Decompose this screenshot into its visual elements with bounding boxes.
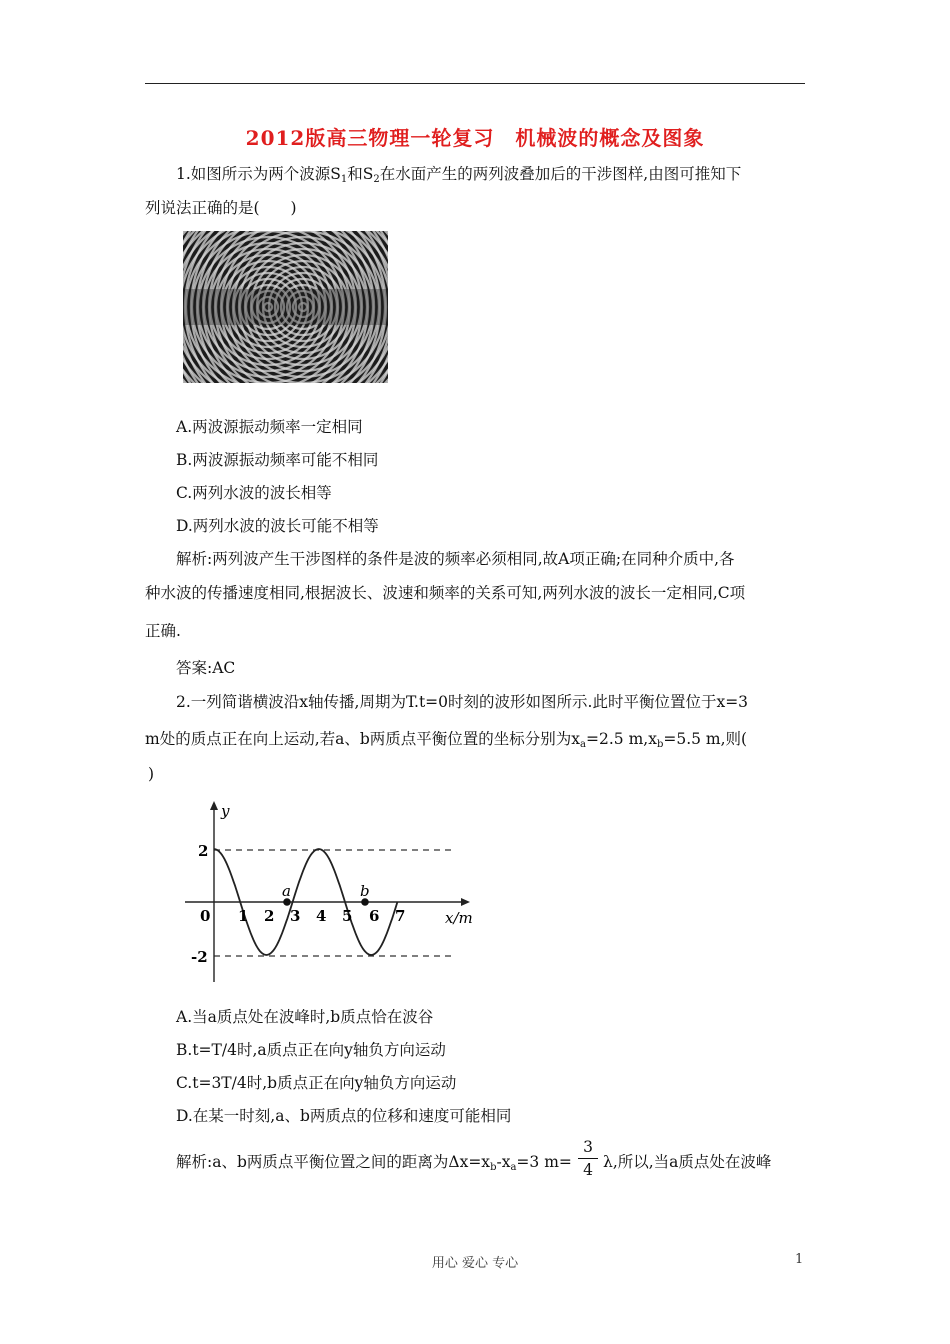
q1-option-b: B.两波源振动频率可能不相同 [176,451,379,469]
q1-option-a: A.两波源振动频率一定相同 [176,418,363,436]
q2-option-a: A.当a质点处在波峰时,b质点恰在波谷 [176,1008,434,1026]
x-tick-3: 3 [290,907,301,925]
y-tick-2: 2 [198,842,209,860]
x-axis-label: x/m [445,909,473,927]
fraction-numerator: 3 [583,1138,593,1156]
q2-option-c: C.t=3T/4时,b质点正在向y轴负方向运动 [176,1074,457,1092]
page-footer: 用心 爱心 专心 [431,1256,519,1271]
q2-stem-line2: m处的质点正在向上运动,若a、b两质点平衡位置的坐标分别为$x_a=2.5$ $m,x_b=5.5$ m,则( [145,730,748,750]
x-tick-5: 5 [342,907,353,925]
q2-stem-line1: 2.一列简谐横波沿x轴传播,周期为T.t=0时刻的波形如图所示.此时平衡位置位于x=3 [176,693,749,711]
q2-analysis-line1b: λ,所以,当a质点处在波峰 [603,1153,772,1171]
q2-analysis-line1a: 解析:a、b两质点平衡位置之间的距离为$\Delta x=x_b-x_a=3$ m= [176,1153,572,1173]
q1-option-c: C.两列水波的波长相等 [176,484,332,502]
interference-pattern-image [183,231,388,383]
x-tick-6: 6 [369,907,380,925]
x-axis-arrow-icon [461,898,470,906]
point-a-label: a [282,882,291,900]
q1-stem-line2: 列说法正确的是( ) [145,199,297,217]
fraction-bar [578,1158,598,1159]
page-title: 2012版高三物理一轮复习 机械波的概念及图象 [245,126,705,150]
q1-stem-line1: 1.如图所示为两个波源$S_1$和$S_2$在水面产生的两列波叠加后的干涉图样,由图可推知下 [176,165,742,185]
q1-option-d: D.两列水波的波长可能不相等 [176,517,379,535]
q1-analysis-line1: 解析:两列波产生干涉图样的条件是波的频率必须相同,故A项正确;在同种介质中,各 [176,550,735,568]
x-tick-4: 4 [316,907,327,925]
x-tick-7: 7 [395,907,406,925]
fraction-denominator: 4 [583,1161,593,1179]
q2-option-d: D.在某一时刻,a、b两质点的位移和速度可能相同 [176,1107,512,1125]
point-b-label: b [360,882,370,900]
y-axis-label: y [221,802,230,820]
fraction-three-quarters [578,1138,598,1179]
q2-stem-line3: ) [148,765,155,783]
x-tick-1: 1 [238,907,249,925]
origin-label: 0 [200,907,211,925]
q2-option-b: B.t=T/4时,a质点正在向y轴负方向运动 [176,1041,446,1059]
q1-analysis-line3: 正确. [145,622,181,640]
q1-answer: 答案:AC [176,659,236,677]
wave-graph [180,800,480,989]
y-axis-arrow-icon [210,801,218,810]
page-number: 1 [795,1252,804,1267]
q1-analysis-line2: 种水波的传播速度相同,根据波长、波速和频率的关系可知,两列水波的波长一定相同,C项 [145,584,746,602]
y-tick-neg2: -2 [191,948,208,966]
header-rule [145,83,805,84]
x-tick-2: 2 [264,907,275,925]
